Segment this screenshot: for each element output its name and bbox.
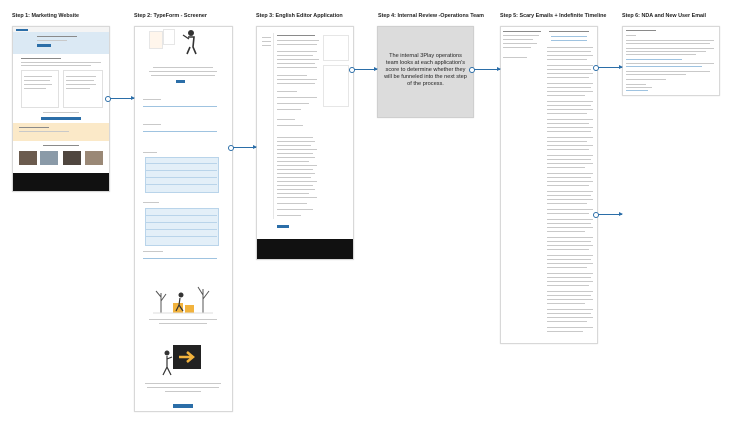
step-5-title: Step 5: Scary Emails + Indefinite Timeline	[500, 13, 607, 19]
step-4-title: Step 4: Internal Review -Operations Team	[378, 13, 484, 19]
step-2-title: Step 2: TypeForm - Screener	[134, 13, 207, 19]
internal-review-text: The internal 3Play operations team looks at each application's score to determine whether they will be funneled into the next step of the process.	[384, 53, 467, 87]
marketing-website-thumbnail	[12, 26, 110, 192]
step-1-title: Step 1: Marketing Website	[12, 13, 79, 19]
arrow-step2-to-step3	[231, 147, 256, 148]
typeform-screener-thumbnail	[134, 26, 233, 412]
arrow-step5-second	[596, 214, 622, 215]
arrow-step3-to-step4	[352, 69, 377, 70]
nda-email-thumbnail	[622, 26, 720, 96]
arrow-step5-to-step6	[596, 67, 622, 68]
editor-application-thumbnail	[256, 26, 354, 260]
arrow-step1-to-step2	[108, 98, 134, 99]
step-6-title: Step 6: NDA and New User Email	[622, 13, 706, 19]
arrow-step4-to-step5	[472, 69, 500, 70]
step-3-title: Step 3: English Editor Application	[256, 13, 343, 19]
internal-review-box	[377, 26, 474, 118]
scary-emails-thumbnail	[500, 26, 598, 344]
